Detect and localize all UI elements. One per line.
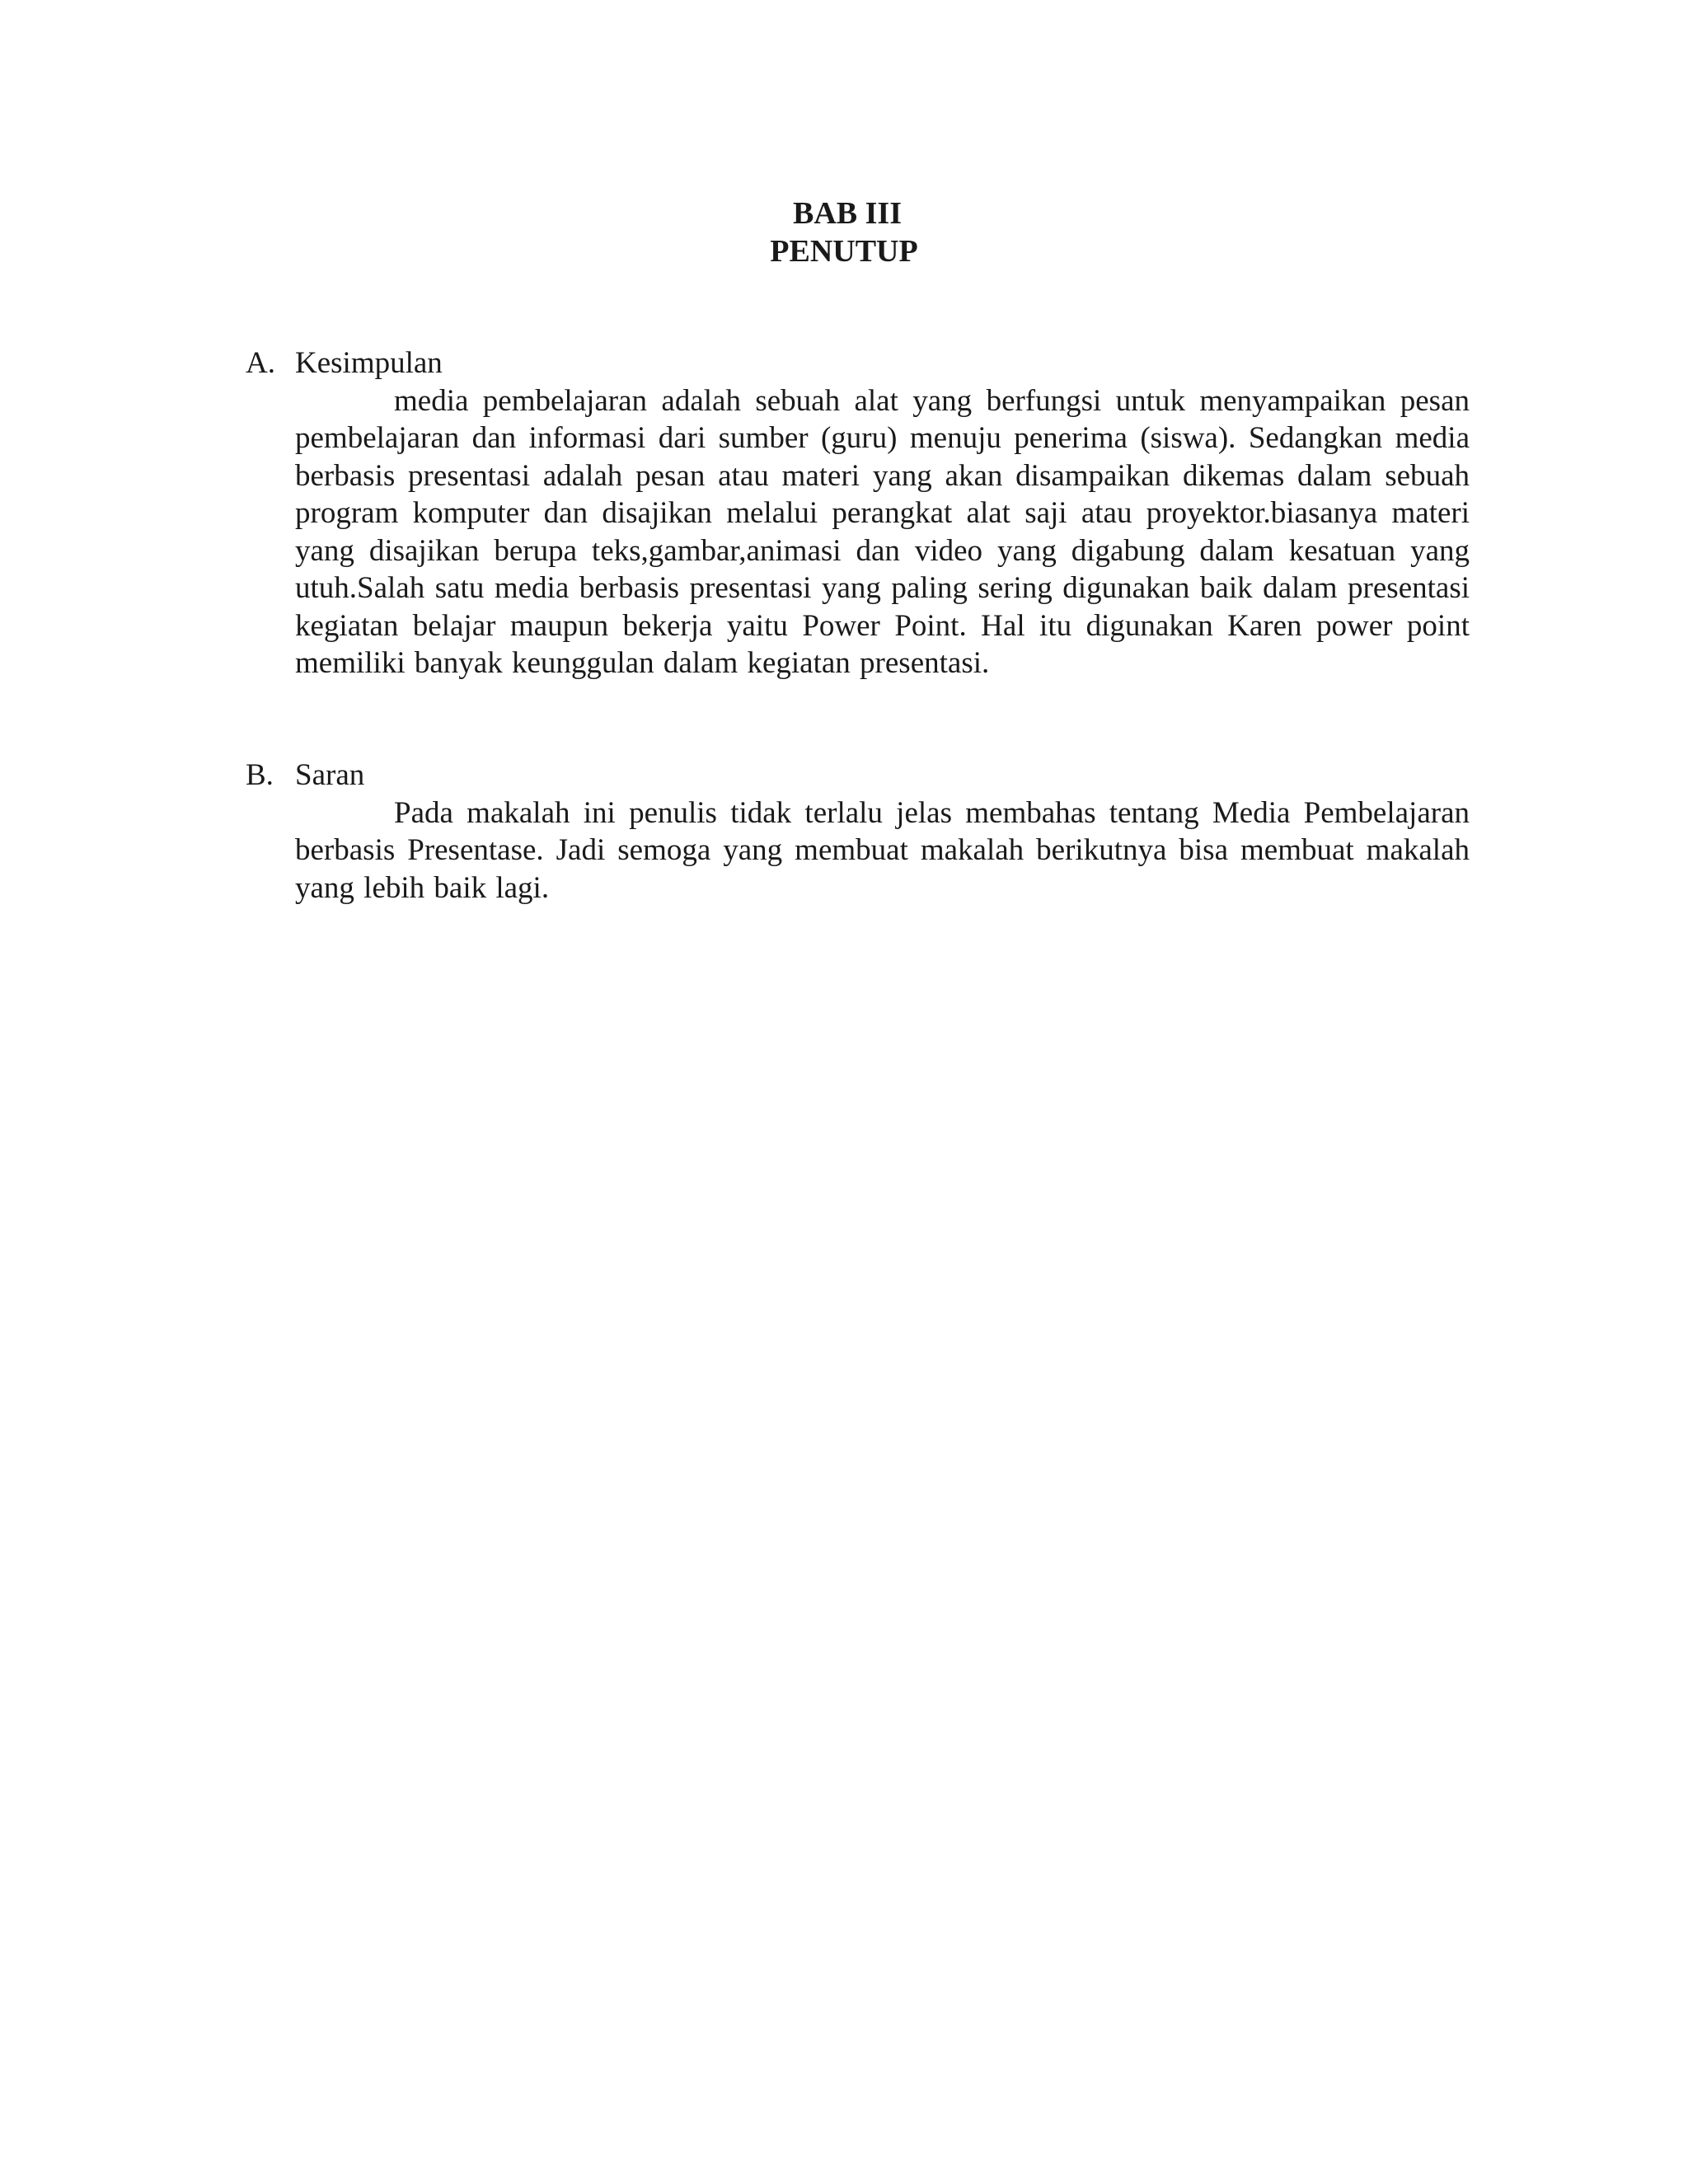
chapter-title: PENUTUP: [770, 234, 918, 269]
section-saran: [246, 757, 1470, 907]
section-letter: B.: [246, 758, 274, 792]
section-paragraph: Pada makalah ini penulis tidak terlalu jelas membahas tentang Media Pembelajaran berbasis Presentase. Jadi semoga yang membuat makalah berikutnya bisa membuat makalah yang lebih baik lagi.: [295, 795, 1470, 905]
section-heading-text: Kesimpulan: [295, 346, 443, 380]
section-letter: A.: [246, 346, 275, 380]
section-heading: [246, 344, 1470, 382]
chapter-number: BAB III: [793, 196, 902, 231]
chapter-heading: [0, 194, 1688, 270]
section-heading-text: Saran: [295, 758, 365, 792]
section-kesimpulan: [246, 344, 1470, 682]
section-heading: [246, 757, 1470, 794]
section-paragraph: media pembelajaran adalah sebuah alat yang berfungsi untuk menyampaikan pesan pembelajaran dan informasi dari sumber (guru) menuju penerima (siswa). Sedangkan media berbasis presentasi adalah pesan atau materi yang akan disampaikan dikemas dalam sebuah program komputer dan disajikan melalui perangkat alat saji atau proyektor.biasanya materi yang disajikan berupa teks,gambar,animasi dan video yang digabung dalam kesatuan yang utuh.Salah satu media berbasis presentasi yang paling sering digunakan baik dalam presentasi kegiatan belajar maupun bekerja yaitu Power Point. Hal itu digunakan Karen power point memiliki banyak keunggulan dalam kegiatan presentasi.: [295, 383, 1470, 680]
